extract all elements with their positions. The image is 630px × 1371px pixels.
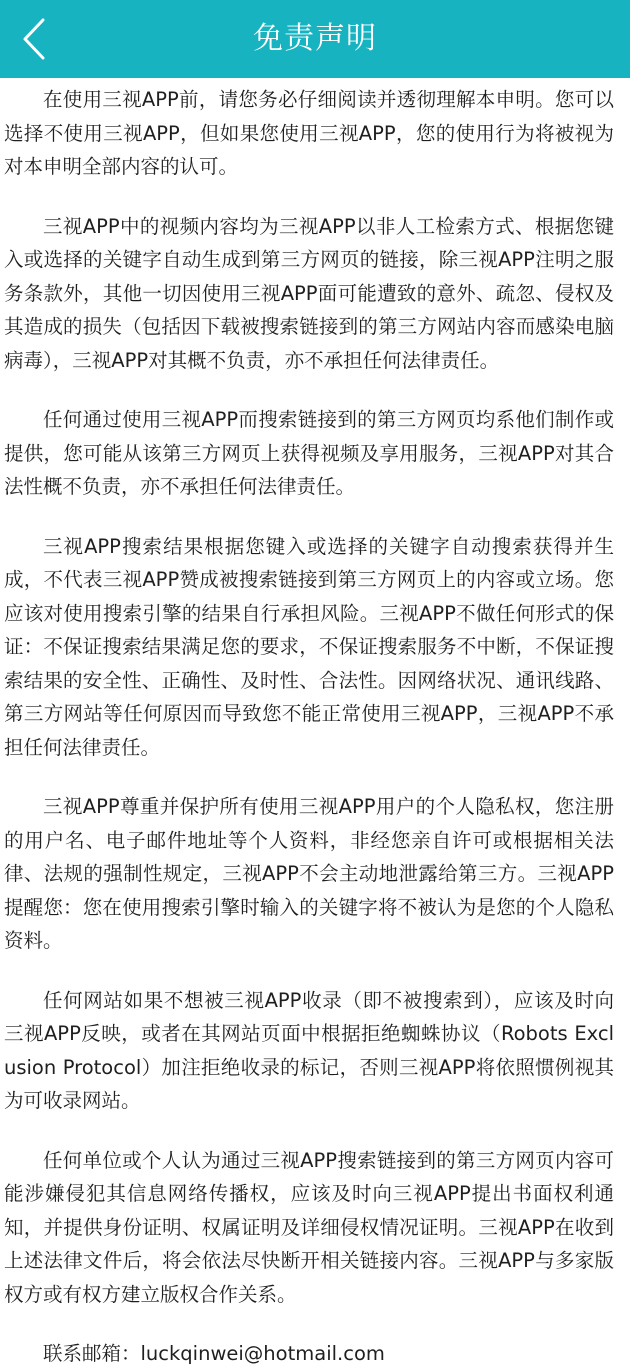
disclaimer-paragraph: 三视APP搜索结果根据您键入或选择的关键字自动搜索获得并生成，不代表三视APP赞成被搜索链接到第三方网页上的内容或立场。您应该对使用搜索引擎的结果自行承担风险。三视APP不做任何形式的保证：不保证搜索结果满足您的要求，不保证搜索服务不中断，不保证搜索结果的安全性、正确性、及时性、合法性。因网络状况、通讯线路、第三方网站等任何原因而导致您不能正常使用三视APP，三视APP不承担任何法律责任。 <box>4 534 614 759</box>
header-bar <box>0 0 630 78</box>
disclaimer-content <box>4 83 614 1371</box>
page-title: 免责声明 <box>253 21 377 56</box>
disclaimer-paragraph: 三视APP尊重并保护所有使用三视APP用户的个人隐私权，您注册的用户名、电子邮件地址等个人资料，非经您亲自许可或根据相关法律、法规的强制性规定，三视APP不会主动地泄露给第三方。三视APP提醒您：您在使用搜索引擎时输入的关键字将不被认为是您的个人隐私资料。 <box>4 795 614 952</box>
disclaimer-paragraph: 在使用三视APP前，请您务必仔细阅读并透彻理解本申明。您可以选择不使用三视APP，但如果您使用三视APP，您的使用行为将被视为对本申明全部内容的认可。 <box>4 88 614 178</box>
disclaimer-paragraph: 任何网站如果不想被三视APP收录（即不被搜索到），应该及时向三视APP反映，或者在其网站页面中根据拒绝蜘蛛协议（Robots Exclusion Protocol）加注拒绝收录的标记，否则三视APP将依照惯例视其为可收录网站。 <box>4 988 614 1112</box>
contact-email: 联系邮箱：luckqinwei@hotmail.com <box>43 1342 385 1365</box>
disclaimer-paragraph: 任何单位或个人认为通过三视APP搜索链接到的第三方网页内容可能涉嫌侵犯其信息网络传播权，应该及时向三视APP提出书面权利通知，并提供身份证明、权属证明及详细侵权情况证明。三视APP在收到上述法律文件后，将会依法尽快断开相关链接内容。三视APP与多家版权方或有权方建立版权合作关系。 <box>4 1148 614 1306</box>
disclaimer-paragraph: 任何通过使用三视APP而搜索链接到的第三方网页均系他们制作或提供，您可能从该第三方网页上获得视频及享用服务，三视APP对其合法性概不负责，亦不承担任何法律责任。 <box>4 408 614 498</box>
disclaimer-paragraph: 三视APP中的视频内容均为三视APP以非人工检索方式、根据您键入或选择的关键字自动生成到第三方网页的链接，除三视APP注明之服务条款外，其他一切因使用三视APP面可能遭致的意外、疏忽、侵权及其造成的损失（包括因下载被搜索链接到的第三方网站内容而感染电脑病毒），三视APP对其概不负责，亦不承担任何法律责任。 <box>4 214 614 372</box>
